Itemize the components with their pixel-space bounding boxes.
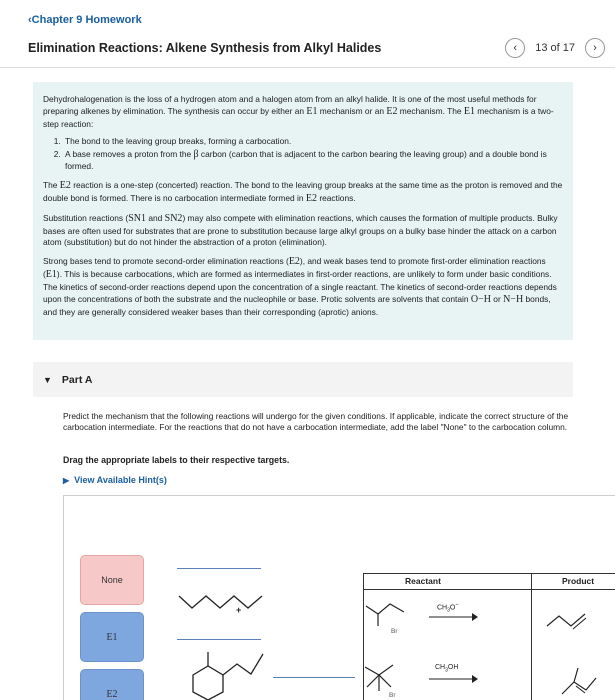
label-e1[interactable]: E1 — [80, 612, 144, 662]
table-rule — [363, 589, 615, 590]
reaction-arrow — [428, 674, 478, 684]
drop-target[interactable] — [273, 677, 355, 678]
question-text: Predict the mechanism that the following reactions will undergo for the given conditions. If applicable, indicate the correct structure of the carbocation intermediate. For the reactions that do not have a carbocation intermediate, add the label "None" to the carbocation column. — [63, 411, 569, 433]
reaction-arrow — [428, 612, 478, 622]
caret-down-icon: ▼ — [43, 374, 52, 385]
header-divider — [0, 67, 615, 68]
view-hints-link[interactable] — [63, 475, 167, 485]
reagent-methoxide: $CH_3O^-$ — [437, 602, 459, 614]
label-e2[interactable]: E2 — [80, 669, 144, 700]
drop-target[interactable] — [177, 639, 261, 640]
bromine-label: Br — [389, 692, 396, 699]
next-item-button[interactable] — [585, 38, 605, 58]
intro-paragraph-2: The E2 reaction is a one-step (concerted) reaction. The bond to the leaving group breaks at the same time as the proton is removed and the double bond is formed. There is no carbocation intermediate formed in E2 reactions. — [43, 179, 563, 205]
chevron-left-icon: ‹ — [513, 42, 518, 54]
intro-panel — [33, 82, 573, 340]
back-link-text: Chapter 9 Homework — [31, 14, 142, 26]
reactant-structure — [363, 661, 411, 693]
table-rule — [363, 573, 615, 574]
label-none[interactable]: None — [80, 555, 144, 605]
carbocation-structure[interactable] — [175, 650, 270, 700]
intro-paragraph-4: Strong bases tend to promote second-order elimination reactions (E2), and weak bases tend to promote first-order elimination reactions (E1). This is because carbocations, which are formed as intermediates in first-order reactions, are unlikely to form under basic conditions. The kinetics of second-order reactions depend upon the concentration of a single reactant. The kinetics of second-order reactions depends upon the concentrations of both the substrate and the nucleophile or base. Protic solvents are solvents that contain O−H or N−H bonds, and they are generally considered weaker bases than their corresponding (aprotic) anions. — [43, 255, 557, 317]
previous-item-button[interactable] — [505, 38, 525, 58]
reagent-methanol: $CH_3OH$ — [435, 664, 459, 674]
product-structure — [545, 606, 595, 632]
pager-position: 13 of 17 — [535, 42, 575, 54]
intro-paragraph-3: Substitution reactions (SN1 and SN2) may also compete with elimination reactions, which causes the formation of multiple products. Bulky bases are often used for substrates that are prone to substitution because large alkyl groups on a bulky base hinder the attack on a carbon atom (substitution) but do not hinder the abstraction of a proton (elimination). — [43, 213, 558, 248]
back-to-chapter-link[interactable] — [28, 14, 142, 26]
product-column-header: Product — [562, 576, 595, 586]
reactant-structure — [364, 598, 412, 628]
hint-link-text: View Available Hint(s) — [74, 475, 167, 485]
chevron-left-icon: ‹ — [28, 14, 32, 26]
bromine-label: Br — [391, 628, 398, 635]
product-structure — [560, 664, 600, 700]
intro-paragraph-1: Dehydrohalogenation is the loss of a hydrogen atom and a halogen atom from an alkyl halide. It is one of the most useful methods for preparing alkenes by elimination. The synthesis can occur by either an E1 mechanism or an E2 mechanism. The E1 mechanism is a two-step reaction: — [43, 94, 554, 130]
reactant-column-header: Reactant — [405, 576, 441, 586]
chevron-right-icon: › — [593, 42, 597, 54]
drop-target[interactable] — [177, 568, 261, 569]
list-item: 2. A base removes a proton from the β carbon (carbon that is adjacent to the carbon bearing the leaving group) and a double bond is formed. — [63, 148, 563, 173]
drag-instruction: Drag the appropriate labels to their respective targets. — [63, 455, 290, 465]
part-a-toggle[interactable] — [33, 362, 573, 397]
list-item: 1. The bond to the leaving group breaks, forming a carbocation. — [63, 136, 563, 147]
pager — [505, 38, 605, 58]
caret-right-icon: ▶ — [63, 476, 70, 485]
table-rule — [531, 573, 532, 700]
drag-drop-workspace — [63, 495, 615, 700]
carbocation-charge: + — [236, 605, 242, 615]
part-a-title: Part A — [61, 373, 93, 386]
carbocation-structure[interactable] — [176, 586, 271, 616]
e1-steps-list — [63, 136, 563, 172]
page-title: Elimination Reactions: Alkene Synthesis from Alkyl Halides — [28, 41, 382, 55]
